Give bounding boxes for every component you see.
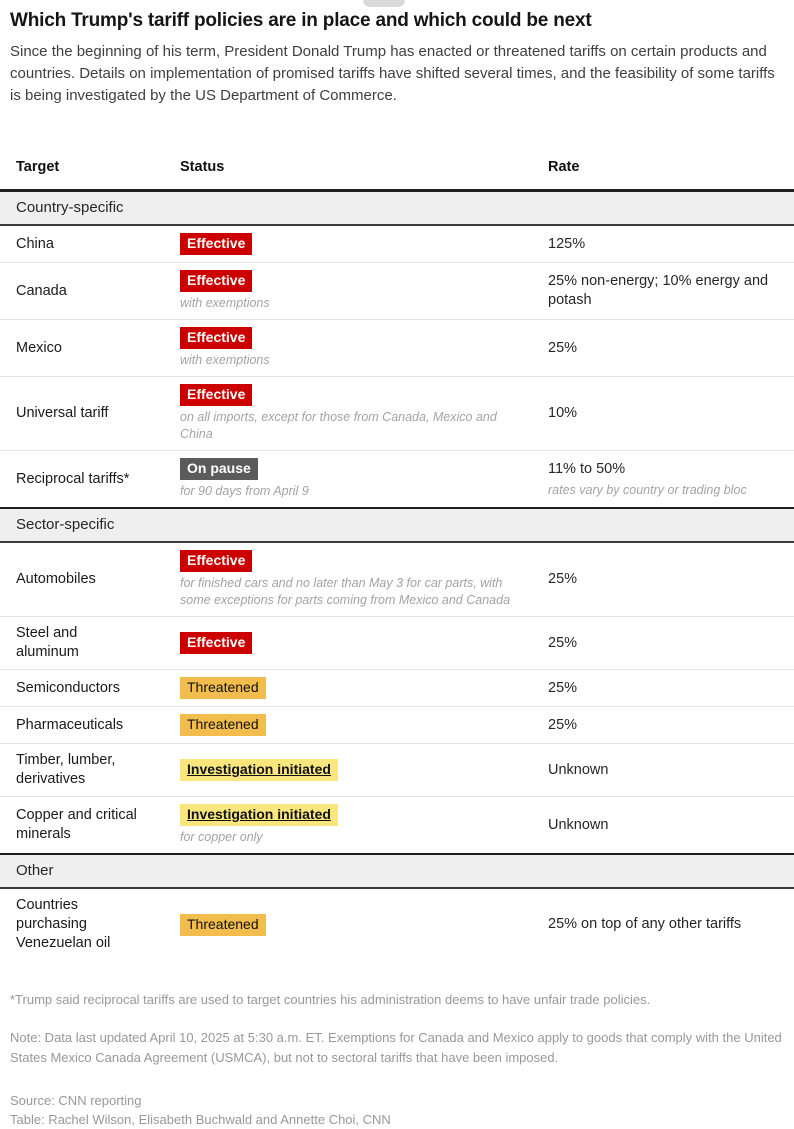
table-row-automobiles xyxy=(0,543,794,617)
rate-value: 25% non-energy; 10% energy and potash xyxy=(548,273,769,308)
rate-cell xyxy=(548,460,794,499)
status-note: for 90 days from April 9 xyxy=(180,484,309,498)
target-label: Timber, lumber, derivatives xyxy=(16,752,116,787)
status-badge-threatened: Threatened xyxy=(180,914,266,936)
status-badge-effective: Effective xyxy=(180,327,252,349)
table-row-china xyxy=(0,226,794,263)
target-label: Pharmaceuticals xyxy=(16,716,124,733)
table-row-reciprocal-tariffs xyxy=(0,451,794,507)
status-badge-investigation: Investigation initiated xyxy=(180,804,338,826)
rate-cell xyxy=(548,679,794,698)
table-header-row xyxy=(0,147,794,190)
rate-value: 25% xyxy=(548,634,578,651)
status-cell xyxy=(180,384,548,443)
rate-value: 10% xyxy=(548,405,578,421)
status-badge-threatened: Threatened xyxy=(180,714,266,736)
rate-cell xyxy=(548,339,794,358)
target-label: Universal tariff xyxy=(16,405,109,421)
rate-cell xyxy=(548,716,794,735)
rate-value: 25% on top of any other tariffs xyxy=(548,916,742,932)
tariff-table xyxy=(0,147,794,960)
status-badge-effective: Effective xyxy=(180,550,252,572)
rate-note: rates vary by country or trading bloc xyxy=(548,482,747,497)
rate-value: 11% to 50% xyxy=(548,460,626,477)
target-label: China xyxy=(16,235,54,252)
status-badge-pause: On pause xyxy=(180,458,258,480)
rate-cell xyxy=(548,570,794,589)
footnote-note: Note: Data last updated April 10, 2025 at 5:30 a.m. ET. Exemptions for Canada and Mexico apply to goods that comply with the United States Mexico Canada Agreement (USMCA), but not to sectoral tariffs that have been imposed. xyxy=(10,1030,782,1065)
rate-value: 25% xyxy=(548,571,578,587)
status-badge-threatened: Threatened xyxy=(180,677,266,699)
status-badge-effective: Effective xyxy=(180,384,252,406)
footnote-asterisk: *Trump said reciprocal tariffs are used to target countries his administration deems to have unfair trade policies. xyxy=(10,992,651,1007)
status-cell xyxy=(180,714,548,736)
rate-cell xyxy=(548,816,794,835)
status-badge-effective: Effective xyxy=(180,233,252,255)
target-label: Copper and critical minerals xyxy=(16,807,137,842)
status-note: for copper only xyxy=(180,830,263,844)
status-badge-effective: Effective xyxy=(180,632,252,654)
status-cell xyxy=(180,677,548,699)
section-header-sector-specific: Sector-specific xyxy=(0,507,794,543)
table-row-canada xyxy=(0,263,794,320)
status-cell xyxy=(180,632,548,654)
target-label: Steel and aluminum xyxy=(16,625,79,660)
status-note: with exemptions xyxy=(180,296,270,310)
rate-cell xyxy=(548,404,794,423)
rate-cell xyxy=(548,761,794,780)
target-label: Automobiles xyxy=(16,571,96,587)
rate-value: 125% xyxy=(548,235,586,252)
column-header-rate: Rate xyxy=(548,159,580,175)
column-header-status: Status xyxy=(180,159,225,175)
rate-value: 25% xyxy=(548,716,578,733)
rate-value: Unknown xyxy=(548,761,609,778)
page-subtitle: Since the beginning of his term, President Donald Trump has enacted or threatened tariffs on certain products and countries. Details on implementation of promised tariffs have shifted several times, and the feasibility of some tariffs is being investigated by the US Department of Commerce. xyxy=(10,43,775,104)
footnote-source: Source: CNN reporting xyxy=(10,1093,142,1108)
table-row-copper-and-critical-minerals xyxy=(0,797,794,853)
status-note: for finished cars and no later than May 3 for car parts, with some exceptions for parts coming from Mexico and Canada xyxy=(180,576,511,607)
table-row-timber-lumber-derivatives xyxy=(0,744,794,797)
table-row-countries-purchasing-venezuelan-oil xyxy=(0,889,794,960)
rate-cell xyxy=(548,634,794,653)
table-row-steel-and-aluminum xyxy=(0,617,794,670)
target-label: Countries purchasing Venezuelan oil xyxy=(16,897,111,951)
table-row-semiconductors xyxy=(0,670,794,707)
status-note: with exemptions xyxy=(180,353,270,367)
column-header-target: Target xyxy=(16,159,60,175)
rate-cell xyxy=(548,235,794,254)
rate-value: 25% xyxy=(548,679,578,696)
status-note: on all imports, except for those from Canada, Mexico and China xyxy=(180,410,497,441)
rate-value: Unknown xyxy=(548,816,609,833)
status-cell xyxy=(180,550,548,609)
target-label: Semiconductors xyxy=(16,679,120,696)
status-cell xyxy=(180,759,548,781)
page-title: Which Trump's tariff policies are in place and which could be next xyxy=(10,10,592,31)
status-cell xyxy=(180,914,548,936)
status-cell xyxy=(180,327,548,369)
status-cell xyxy=(180,233,548,255)
top-center-notch-decoration xyxy=(363,0,405,7)
footnote-credit: Table: Rachel Wilson, Elisabeth Buchwald and Annette Choi, CNN xyxy=(10,1112,391,1127)
status-badge-effective: Effective xyxy=(180,270,252,292)
rate-cell xyxy=(548,915,794,934)
rate-value: 25% xyxy=(548,339,578,356)
target-label: Mexico xyxy=(16,339,62,356)
section-header-other: Other xyxy=(0,853,794,889)
status-cell xyxy=(180,458,548,500)
footnotes xyxy=(10,990,784,1129)
status-cell xyxy=(180,270,548,312)
table-row-universal-tariff xyxy=(0,377,794,451)
target-label: Canada xyxy=(16,282,67,299)
table-row-pharmaceuticals xyxy=(0,707,794,744)
table-body xyxy=(0,190,794,960)
table-row-mexico xyxy=(0,320,794,377)
section-header-country-specific: Country-specific xyxy=(0,190,794,226)
status-badge-investigation: Investigation initiated xyxy=(180,759,338,781)
target-label: Reciprocal tariffs* xyxy=(16,470,130,487)
status-cell xyxy=(180,804,548,846)
rate-cell xyxy=(548,272,794,310)
